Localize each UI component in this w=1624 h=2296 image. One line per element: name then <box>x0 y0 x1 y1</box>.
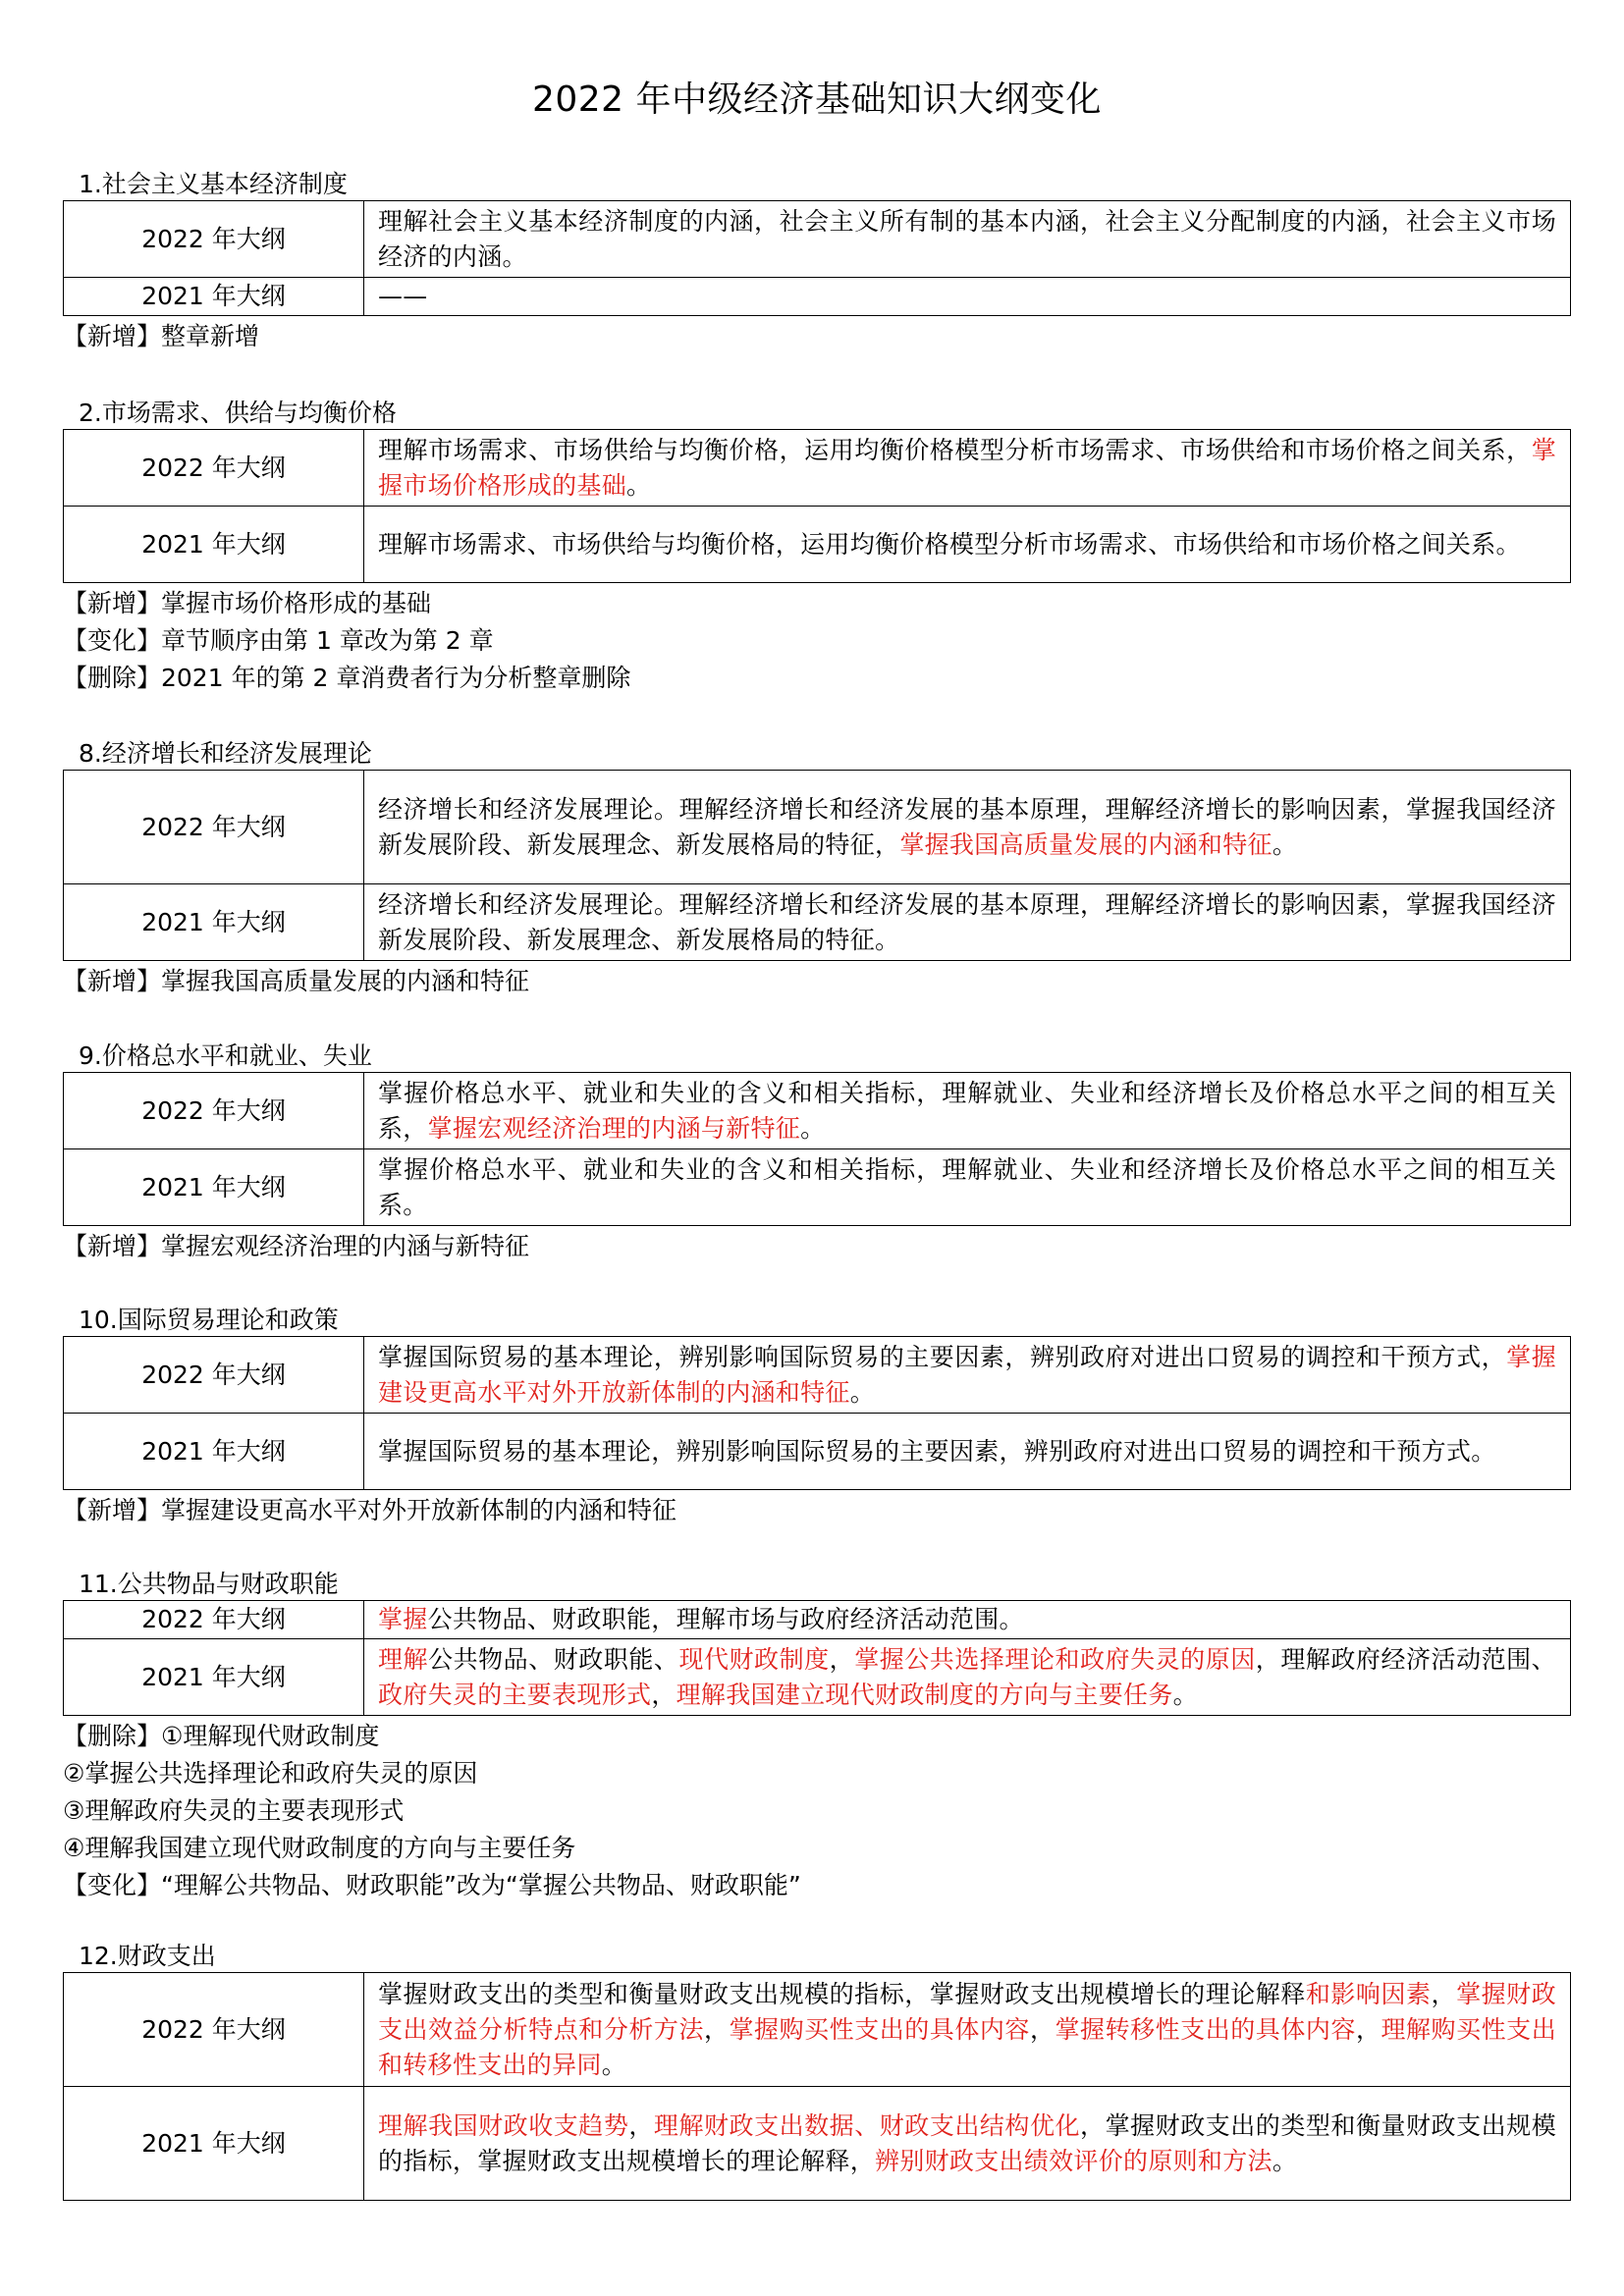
table-row <box>64 1414 1571 1490</box>
outline-content <box>364 507 1571 583</box>
content-text: 经济增长和经济发展理论。理解经济增长和经济发展的基本原理，理解经济增长的影响因素，掌握我国经济新发展阶段、新发展理念、新发展格局的特征。 <box>378 889 1556 954</box>
outline-section <box>63 169 1571 355</box>
content-text: 。 <box>800 1113 826 1143</box>
table-row <box>64 1973 1571 2087</box>
section-heading: 11.公共物品与财政职能 <box>79 1570 339 1598</box>
outline-content <box>364 1973 1571 2087</box>
highlighted-change-text: 掌握转移性支出的具体内容 <box>1055 2014 1356 2044</box>
outline-content <box>364 1337 1571 1414</box>
section-heading: 12.财政支出 <box>79 1942 216 1970</box>
table-row <box>64 1073 1571 1149</box>
change-note: ④理解我国建立现代财政制度的方向与主要任务 <box>63 1834 576 1862</box>
content-text: ，掌握财政支出的类型和衡量财政支出规模的指标，掌握财政支出规模增长的理论解释， <box>378 2110 1556 2175</box>
change-note: 【新增】掌握建设更高水平对外开放新体制的内涵和特征 <box>63 1496 677 1524</box>
outline-section <box>63 738 1571 1000</box>
content-text: 。 <box>626 470 652 500</box>
table-row <box>64 278 1571 316</box>
change-note: 【新增】掌握我国高质量发展的内涵和特征 <box>63 967 530 995</box>
table-row <box>64 1337 1571 1414</box>
comparison-table <box>63 770 1571 961</box>
comparison-table <box>63 429 1571 583</box>
outline-year-label: 2021 年大纲 <box>64 884 364 961</box>
highlighted-change-text: 理解我国财政收支趋势 <box>378 2110 629 2140</box>
outline-section <box>63 1941 1571 2201</box>
highlighted-change-text: 理解购买性支出和转移性支出的异同 <box>378 2014 1556 2079</box>
comparison-table <box>63 1972 1571 2201</box>
highlighted-change-text: 掌握建设更高水平对外开放新体制的内涵和特征 <box>378 1342 1556 1407</box>
highlighted-change-text: 掌握宏观经济治理的内涵与新特征 <box>427 1113 801 1143</box>
outline-year-label: 2021 年大纲 <box>64 1149 364 1226</box>
highlighted-change-text: 辨别财政支出绩效评价的原则和方法 <box>875 2146 1272 2175</box>
table-row <box>64 1601 1571 1639</box>
content-text: ， <box>703 2014 730 2044</box>
comparison-table <box>63 1072 1571 1226</box>
highlighted-change-text: 掌握公共选择理论和政府失灵的原因 <box>854 1644 1256 1674</box>
content-text: ， <box>1029 2014 1056 2044</box>
outline-content <box>364 1639 1571 1716</box>
outline-content <box>364 1073 1571 1149</box>
content-text: 理解社会主义基本经济制度的内涵，社会主义所有制的基本内涵，社会主义分配制度的内涵，社会主义市场经济的内涵。 <box>378 206 1556 271</box>
outline-year-label: 2022 年大纲 <box>64 1973 364 2087</box>
content-text: 。 <box>849 1377 876 1407</box>
outline-content <box>364 1414 1571 1490</box>
outline-section <box>63 1569 1571 1904</box>
highlighted-change-text: 掌握我国高质量发展的内涵和特征 <box>899 829 1272 859</box>
change-notes <box>63 583 1571 697</box>
change-notes <box>63 1490 1571 1529</box>
table-row <box>64 1639 1571 1716</box>
section-heading: 1.社会主义基本经济制度 <box>79 170 348 198</box>
outline-year-label: 2021 年大纲 <box>64 1639 364 1716</box>
page-title: 2022 年中级经济基础知识大纲变化 <box>531 80 1103 120</box>
comparison-table <box>63 200 1571 316</box>
highlighted-change-text: 和影响因素 <box>1305 1979 1432 2008</box>
content-text: 掌握国际贸易的基本理论，辨别影响国际贸易的主要因素，辨别政府对进出口贸易的调控和干预方式， <box>378 1342 1507 1371</box>
highlighted-change-text: 政府失灵的主要表现形式 <box>378 1680 652 1709</box>
outline-section <box>63 1305 1571 1529</box>
content-text: ， <box>829 1644 855 1674</box>
comparison-table <box>63 1600 1571 1716</box>
highlighted-change-text: 掌握市场价格形成的基础 <box>378 435 1556 500</box>
outline-year-label: 2021 年大纲 <box>64 2087 364 2201</box>
change-note: ②掌握公共选择理论和政府失灵的原因 <box>63 1759 478 1788</box>
content-text: ， <box>1431 1979 1457 2008</box>
content-text: 掌握国际贸易的基本理论，辨别影响国际贸易的主要因素，辨别政府对进出口贸易的调控和干预方式。 <box>378 1436 1496 1466</box>
highlighted-change-text: 理解我国建立现代财政制度的方向与主要任务 <box>676 1680 1173 1709</box>
content-text: 掌握财政支出的类型和衡量财政支出规模的指标，掌握财政支出规模增长的理论解释 <box>378 1979 1306 2008</box>
table-row <box>64 430 1571 507</box>
content-text: ， <box>651 1680 677 1709</box>
outline-section <box>63 1041 1571 1265</box>
change-note: 【新增】掌握宏观经济治理的内涵与新特征 <box>63 1232 530 1260</box>
section-heading: 2.市场需求、供给与均衡价格 <box>79 399 397 427</box>
outline-content <box>364 1601 1571 1639</box>
outline-section <box>63 398 1571 697</box>
content-text: —— <box>378 282 428 310</box>
change-notes <box>63 316 1571 355</box>
content-text: 掌握价格总水平、就业和失业的含义和相关指标，理解就业、失业和经济增长及价格总水平之间的相互关系。 <box>378 1154 1556 1219</box>
table-row <box>64 201 1571 278</box>
outline-content <box>364 201 1571 278</box>
outline-content <box>364 430 1571 507</box>
section-heading: 8.经济增长和经济发展理论 <box>79 739 372 768</box>
table-row <box>64 2087 1571 2201</box>
content-text: 公共物品、财政职能，理解市场与政府经济活动范围。 <box>427 1605 1024 1633</box>
highlighted-change-text: 现代财政制度 <box>678 1644 830 1674</box>
highlighted-change-text: 理解财政支出数据、财政支出结构优化 <box>653 2110 1081 2140</box>
outline-content <box>364 1149 1571 1226</box>
change-note: 【删除】①理解现代财政制度 <box>63 1722 380 1750</box>
content-text: 掌握价格总水平、就业和失业的含义和相关指标，理解就业、失业和经济增长及价格总水平之间的相互关系， <box>378 1078 1556 1143</box>
change-note: 【变化】章节顺序由第 1 章改为第 2 章 <box>63 626 494 655</box>
change-note: 【新增】整章新增 <box>63 322 260 350</box>
table-row <box>64 771 1571 884</box>
table-row <box>64 507 1571 583</box>
highlighted-change-text: 掌握购买性支出的具体内容 <box>729 2014 1030 2044</box>
change-notes <box>63 1716 1571 1904</box>
outline-year-label: 2021 年大纲 <box>64 278 364 316</box>
content-text: ， <box>1355 2014 1381 2044</box>
content-text: 经济增长和经济发展理论。理解经济增长和经济发展的基本原理，理解经济增长的影响因素，掌握我国经济新发展阶段、新发展理念、新发展格局的特征， <box>378 794 1556 859</box>
content-text: 理解市场需求、市场供给与均衡价格，运用均衡价格模型分析市场需求、市场供给和市场价格之间关系。 <box>378 529 1521 559</box>
outline-year-label: 2022 年大纲 <box>64 1601 364 1639</box>
highlighted-change-text: 掌握财政支出效益分析特点和分析方法 <box>378 1979 1556 2044</box>
outline-year-label: 2021 年大纲 <box>64 1414 364 1490</box>
table-row <box>64 884 1571 961</box>
change-note: 【变化】“理解公共物品、财政职能”改为“掌握公共物品、财政职能” <box>63 1871 801 1899</box>
section-heading: 9.价格总水平和就业、失业 <box>79 1041 372 1070</box>
content-text: ， <box>628 2110 654 2140</box>
change-notes <box>63 1226 1571 1265</box>
outline-content <box>364 771 1571 884</box>
content-text: 。 <box>1272 2146 1298 2175</box>
content-text: ，理解政府经济活动范围、 <box>1255 1644 1556 1674</box>
content-text: 。 <box>1172 1680 1198 1709</box>
content-text: 理解市场需求、市场供给与均衡价格，运用均衡价格模型分析市场需求、市场供给和市场价格之间关系， <box>378 435 1532 464</box>
change-note: ③理解政府失灵的主要表现形式 <box>63 1796 405 1825</box>
content-text: 。 <box>1272 829 1298 859</box>
content-text: 公共物品、财政职能、 <box>428 1644 679 1674</box>
outline-year-label: 2022 年大纲 <box>64 430 364 507</box>
outline-year-label: 2022 年大纲 <box>64 201 364 278</box>
outline-year-label: 2022 年大纲 <box>64 771 364 884</box>
outline-year-label: 2022 年大纲 <box>64 1337 364 1414</box>
outline-year-label: 2022 年大纲 <box>64 1073 364 1149</box>
table-row <box>64 1149 1571 1226</box>
outline-content <box>364 278 1571 316</box>
change-note: 【删除】2021 年的第 2 章消费者行为分析整章删除 <box>63 664 631 692</box>
highlighted-change-text: 掌握 <box>378 1605 428 1633</box>
outline-content <box>364 2087 1571 2201</box>
content-text: 。 <box>601 2050 627 2079</box>
outline-content <box>364 884 1571 961</box>
change-notes <box>63 961 1571 1000</box>
outline-year-label: 2021 年大纲 <box>64 507 364 583</box>
comparison-table <box>63 1336 1571 1490</box>
section-heading: 10.国际贸易理论和政策 <box>79 1306 339 1334</box>
change-note: 【新增】掌握市场价格形成的基础 <box>63 589 432 617</box>
highlighted-change-text: 理解 <box>378 1644 429 1674</box>
